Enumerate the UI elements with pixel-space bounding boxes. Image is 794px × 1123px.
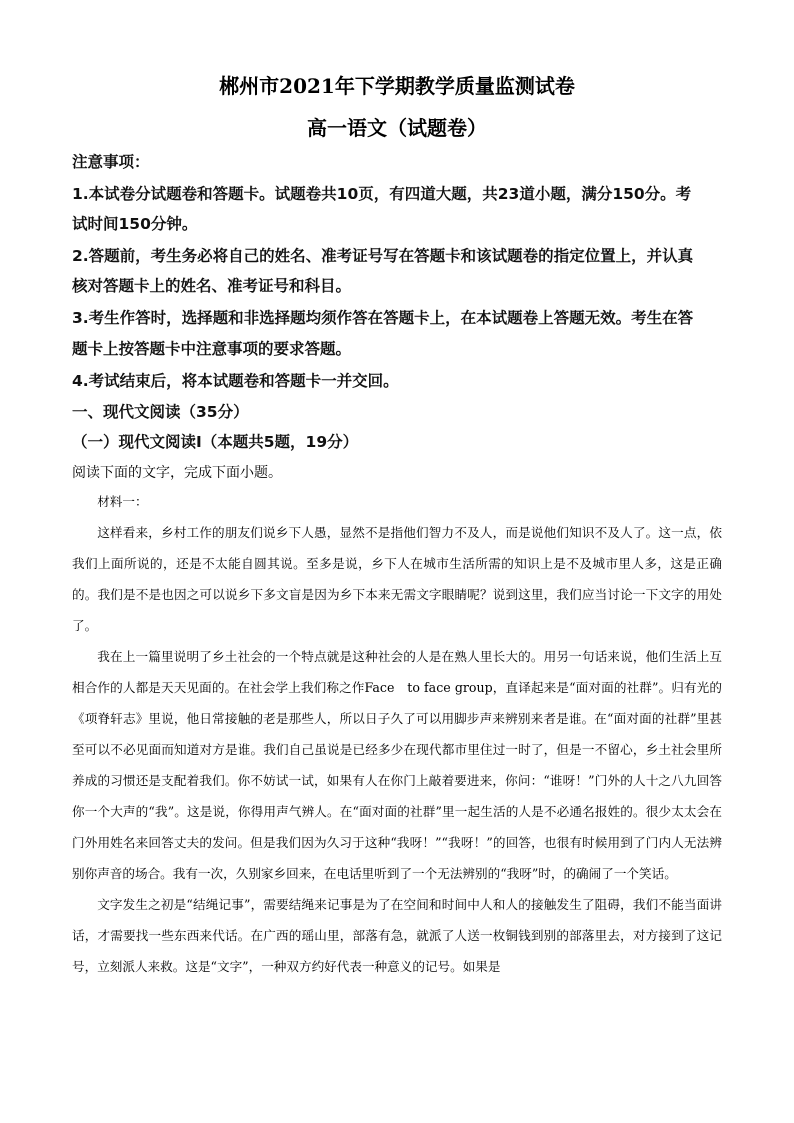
passage-paragraph-2: 我在上一篇里说明了乡土社会的一个特点就是这种社会的人是在熟人里长大的。用另一句话来说，他们生活上互相合作的人都是天天见面的。在社会学上我们称之作Face to face group，直译起来是“面对面的社群”。归有光的《项脊轩志》里说，他日常接触的老是那些人，所以日子久了可以用脚步声来辨别来者是谁。在“面对面的社群”里甚至可以不必见面而知道对方是谁。我们自己虽说是已经多少在现代都市里住过一时了，但是一不留心，乡土社会里所养成的习惯还是支配着我们。你不妨试一试，如果有人在你门上敲着要进来，你问：“谁呀！”门外的人十之八九回答你一个大声的“我”。这是说，你得用声气辨人。在“面对面的社群”里一起生活的人是不必通名报姓的。很少太太会在门外用姓名来回答丈夫的发问。但是我们因为久习于这种“我呀！”“我呀！”的回答，也很有时候用到了门内人无法辨别你声音的场合。我有一次，久别家乡回来，在电话里听到了一个无法辨别的“我呀”时，的确闹了一个笑话。	[72, 649, 722, 881]
section-subheading: （一）现代文阅读Ⅰ（本题共5题，19分）	[72, 433, 359, 451]
notice-line-2: 试时间150分钟。	[72, 215, 198, 233]
notice-heading: 注意事项：	[72, 153, 150, 171]
reading-passage	[72, 486, 722, 982]
exam-subtitle: 高一语文（试题卷）	[307, 116, 487, 140]
notice-line-4: 核对答题卡上的姓名、准考证号和科目。	[72, 277, 352, 295]
section-heading: 一、现代文阅读（35分）	[72, 403, 249, 421]
notice-line-1: 1.本试卷分试题卷和答题卡。试题卷共10页，有四道大题，共23道小题，满分150分。考	[72, 185, 692, 203]
passage-paragraph-1: 这样看来，乡村工作的朋友们说乡下人愚，显然不是指他们智力不及人，而是说他们知识不及人了。这一点，依我们上面所说的，还是不太能自圆其说。至多是说，乡下人在城市生活所需的知识上是不及城市里人多，这是正确的。我们是不是也因之可以说乡下多文盲是因为乡下本来无需文字眼睛呢？说到这里，我们应当讨论一下文字的用处了。	[72, 525, 722, 633]
reading-instruction: 阅读下面的文字，完成下面小题。	[72, 465, 282, 481]
material-label: 材料一：	[97, 494, 148, 509]
notice-line-3: 2.答题前，考生务必将自己的姓名、准考证号写在答题卡和该试题卷的指定位置上，并认真	[72, 247, 694, 265]
notice-line-6: 题卡上按答题卡中注意事项的要求答题。	[72, 340, 352, 358]
passage-paragraph-3: 文字发生之初是“结绳记事”，需要结绳来记事是为了在空间和时间中人和人的接触发生了阻碍，我们不能当面讲话，才需要找一些东西来代话。在广西的瑶山里，部落有急，就派了人送一枚铜钱到别的部落里去，对方接到了这记号，立刻派人来救。这是“文字”，一种双方约好代表一种意义的记号。如果是	[72, 897, 722, 974]
notice-line-5: 3.考生作答时，选择题和非选择题均须作答在答题卡上，在本试题卷上答题无效。考生在答	[72, 309, 694, 327]
notice-line-7: 4.考试结束后，将本试题卷和答题卡一并交回。	[72, 372, 399, 390]
exam-title: 郴州市2021年下学期教学质量监测试卷	[219, 74, 575, 98]
